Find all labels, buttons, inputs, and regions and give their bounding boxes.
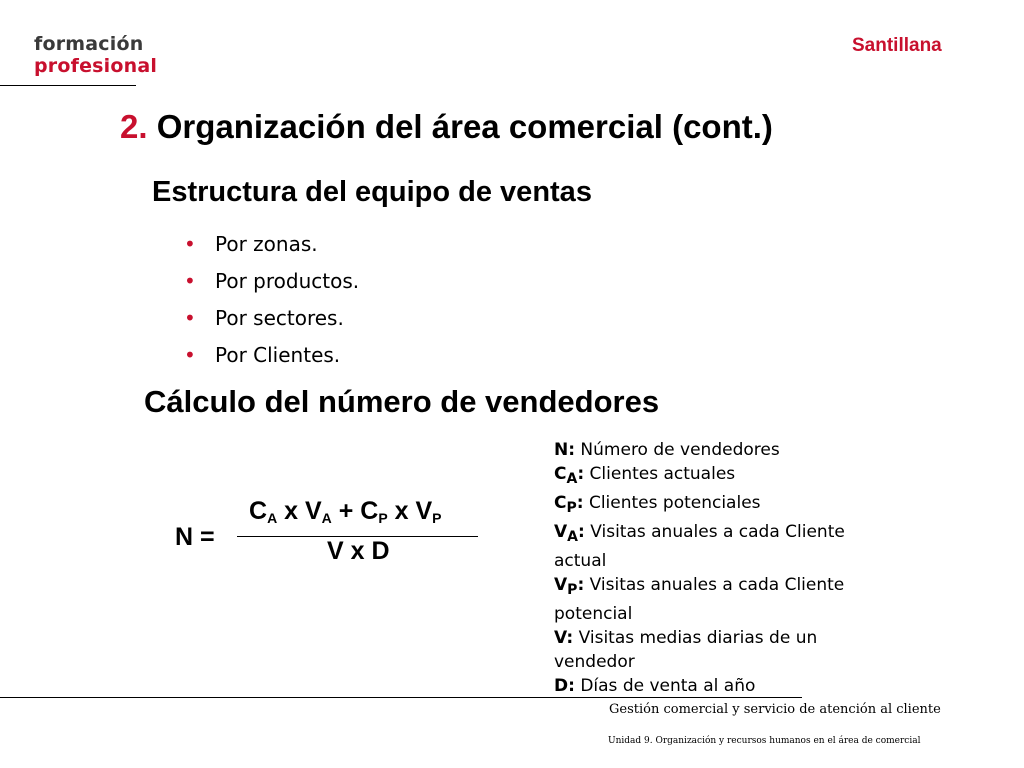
formula-subscript: A bbox=[321, 510, 332, 526]
bullet-text: Por Clientes. bbox=[215, 343, 341, 367]
formula-term: + C bbox=[331, 497, 379, 525]
slide-title-text: Organización del área comercial (cont.) bbox=[156, 108, 773, 145]
logo-line-profesional: profesional bbox=[34, 55, 158, 77]
slide-title-number: 2. bbox=[120, 108, 148, 145]
legend-item-v: V: Visitas medias diarias de un vendedor bbox=[554, 628, 818, 672]
bullet-text: Por sectores. bbox=[215, 306, 344, 330]
formula-term: C bbox=[249, 497, 268, 525]
bullet-dot-icon: • bbox=[184, 343, 196, 367]
legend-item-cp: $C_P$: Clientes potenciales bbox=[554, 493, 761, 516]
formula-subscript: P bbox=[378, 510, 388, 526]
legend-item-n: N: Número de vendedores bbox=[554, 440, 780, 460]
bullet-text: Por zonas. bbox=[215, 232, 318, 256]
slide-title bbox=[120, 108, 773, 146]
legend-item-d: D: Días de venta al año bbox=[554, 676, 756, 696]
section-heading-estructura: Estructura del equipo de ventas bbox=[152, 176, 592, 208]
formula-numerator bbox=[249, 497, 442, 526]
footer-divider bbox=[0, 697, 802, 698]
brand-logo-santillana: Santillana bbox=[852, 35, 942, 56]
logo-formacion-profesional bbox=[34, 33, 157, 77]
formula-subscript: P bbox=[432, 510, 442, 526]
legend-item-ca: $C_A$: Clientes actuales bbox=[554, 464, 736, 487]
legend-item-va: $V_A$: Visitas anuales a cada Cliente actual bbox=[554, 522, 845, 571]
formula-denominator: V x D bbox=[327, 537, 390, 565]
formula-term: x V bbox=[277, 497, 322, 525]
footer-course-title: Gestión comercial y servicio de atención al cliente bbox=[609, 702, 941, 717]
formula-lhs: N = bbox=[175, 523, 215, 551]
bullet-item bbox=[184, 267, 359, 304]
section-heading-calculo: Cálculo del número de vendedores bbox=[144, 384, 660, 419]
bullet-item bbox=[184, 341, 359, 378]
bullet-text: Por productos. bbox=[215, 269, 360, 293]
formula-legend bbox=[554, 438, 874, 698]
footer-unit-title: Unidad 9. Organización y recursos humanos en el área de comercial bbox=[608, 736, 921, 746]
bullet-dot-icon: • bbox=[184, 306, 196, 330]
bullet-dot-icon: • bbox=[184, 232, 196, 256]
logo-line-formacion: formación bbox=[34, 33, 144, 55]
formula-term: x V bbox=[387, 497, 433, 525]
bullet-dot-icon: • bbox=[184, 269, 196, 293]
bullet-list bbox=[184, 230, 359, 378]
logo-divider bbox=[0, 85, 136, 86]
bullet-item bbox=[184, 304, 359, 341]
legend-item-vp: $V_P$: Visitas anuales a cada Cliente potencial bbox=[554, 575, 845, 624]
formula-subscript: A bbox=[267, 510, 278, 526]
bullet-item bbox=[184, 230, 359, 267]
